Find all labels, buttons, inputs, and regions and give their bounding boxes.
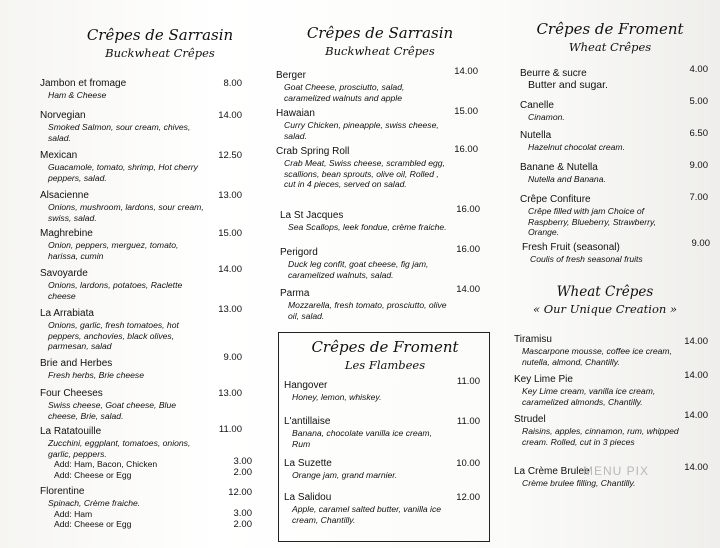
col3-price-4: 7.00 [689, 192, 708, 203]
col3-subtitle2: « Our Unique Creation » [533, 302, 677, 316]
flambee-price-0: 11.00 [456, 376, 480, 387]
col1-item-1: Norvegian Smoked Salmon, sour cream, chives, salad. [40, 110, 191, 143]
col1-price-1: 14.00 [218, 110, 242, 121]
col3-header [510, 20, 710, 54]
col1-addprice-9a: 3.00 [233, 456, 252, 467]
flambees-title: Crêpes de Froment [311, 338, 459, 356]
col2-item-0: Berger Goat Cheese, prosciutto, salad, caramelized walnuts and apple [276, 70, 405, 103]
col3-item-0: Beurre & sucre Butter and sugar. [520, 68, 608, 91]
col1-item-4: Maghrebine Onion, peppers, merguez, tomato, harissa, cumin [40, 228, 179, 261]
col3-item2-0: Tiramisu Mascarpone mousse, coffee ice cream, nutella, almond, Chantilly. [514, 334, 672, 367]
col2-price-0: 14.00 [454, 66, 478, 77]
col1-price-2: 12.50 [218, 150, 242, 161]
col1-price-5: 14.00 [218, 264, 242, 275]
col1-header [60, 26, 260, 60]
col3-price-1: 5.00 [689, 96, 708, 107]
col1-addprice-10a: 3.00 [233, 508, 252, 519]
col3-item2-2: Strudel Raisins, apples, cinnamon, rum, whipped cream. Rolled, cut in 3 pieces [514, 414, 679, 447]
col2-item-5: Parma Mozzarella, fresh tomato, prosciutto, olive oil, salad. [280, 288, 447, 321]
flambee-price-3: 12.00 [456, 492, 480, 503]
col1-addprice-9b: 2.00 [233, 467, 252, 478]
flambee-item-0: Hangover Honey, lemon, whiskey. [284, 380, 382, 402]
col3-item-2: Nutella Hazelnut chocolat cream. [520, 130, 625, 152]
col1-item-10: Florentine Spinach, Crème fraiche. Add: Ham Add: Cheese or Egg [40, 486, 141, 529]
col1-title: Crêpes de Sarrasin [86, 26, 234, 44]
col3-item-1: Canelle Cinamon. [520, 100, 565, 122]
col2-price-2: 16.00 [454, 144, 478, 155]
col1-item-9: La Ratatouille Zucchini, eggplant, tomatoes, onions, garlic, peppers. Add: Ham, Bacon, Chicken Add: Cheese or Egg [40, 426, 191, 480]
col3-title: Crêpes de Froment [536, 20, 684, 38]
flambees-header [290, 338, 480, 372]
col2-item-1: Hawaian Curry Chicken, pineapple, swiss cheese, salad. [276, 108, 439, 141]
flambee-item-3: La Salidou Apple, caramel salted butter, vanilla ice cream, Chantilly. [284, 492, 442, 525]
col2-item-2: Crab Spring Roll Crab Meat, Swiss cheese, scrambled egg, scallions, bean sprouts, olive oil, Rolled , cut in 4 pieces, served on salad. [276, 146, 445, 189]
watermark: MENU PIX [583, 464, 650, 478]
col3-price2-3: 14.00 [684, 462, 708, 473]
col3-price2-2: 14.00 [684, 410, 708, 421]
col1-price-7: 9.00 [223, 352, 242, 363]
col3-price2-0: 14.00 [684, 336, 708, 347]
col3-item-4: Crêpe Confiture Crêpe filled with jam Choice of Raspberry, Blueberry, Strawberry, Orange. [520, 194, 656, 237]
flambee-item-2: La Suzette Orange jam, grand marnier. [284, 458, 398, 480]
col1-item-0: Jambon et fromage Ham & Cheese [40, 78, 127, 100]
col1-item-7: Brie and Herbes Fresh herbs, Brie cheese [40, 358, 145, 380]
flambee-item-1: L'antillaise Banana, chocolate vanilla ice cream, Rum [284, 416, 432, 449]
flambee-price-2: 10.00 [456, 458, 480, 469]
col1-subtitle: Buckwheat Crêpes [105, 46, 215, 60]
col1-item-2: Mexican Guacamole, tomato, shrimp, Hot cherry peppers, salad. [40, 150, 198, 183]
col1-price-9: 11.00 [218, 424, 242, 435]
col1-item-8: Four Cheeses Swiss cheese, Goat cheese, Blue cheese, Brie, salad. [40, 388, 177, 421]
col2-price-4: 16.00 [456, 244, 480, 255]
col2-price-1: 15.00 [454, 106, 478, 117]
col3-item-5: Fresh Fruit (seasonal) Coulis of fresh seasonal fruits [522, 242, 643, 264]
col3-subtitle: Wheat Crêpes [568, 40, 652, 54]
col2-price-5: 14.00 [456, 284, 480, 295]
col3-section2-header [500, 284, 710, 316]
col2-title: Crêpes de Sarrasin [306, 24, 454, 42]
col3-title2: Wheat Crêpes [556, 284, 654, 300]
col1-price-3: 13.00 [218, 190, 242, 201]
col1-price-6: 13.00 [218, 304, 242, 315]
flambee-price-1: 11.00 [456, 416, 480, 427]
col3-price-5: 9.00 [691, 238, 710, 249]
col2-item-4: Perigord Duck leg confit, goat cheese, fig jam, caramelized walnuts, salad. [280, 247, 429, 280]
col3-price-3: 9.00 [689, 160, 708, 171]
col2-item-3: La St Jacques Sea Scallops, leek fondue, crème fraiche. [280, 210, 447, 232]
col3-price-0: 4.00 [689, 64, 708, 75]
col3-price-2: 6.50 [689, 128, 708, 139]
col3-item2-3: La Crème Brulee Crème brulee filling, Chantilly. [514, 466, 636, 488]
col2-price-3: 16.00 [456, 204, 480, 215]
col1-item-6: La Arrabiata Onions, garlic, fresh tomatoes, hot peppers, anchovies, black olives, parmesan, salad [40, 308, 179, 351]
col1-price-8: 13.00 [218, 388, 242, 399]
col1-price-10: 12.00 [228, 487, 252, 498]
col3-price2-1: 14.00 [684, 370, 708, 381]
col1-price-4: 15.00 [218, 228, 242, 239]
flambees-subtitle: Les Flambees [344, 358, 426, 372]
col2-subtitle: Buckwheat Crêpes [325, 44, 435, 58]
col1-item-3: Alsacienne Onions, mushroom, lardons, sour cream, swiss, salad. [40, 190, 204, 223]
col1-price-0: 8.00 [223, 78, 242, 89]
col1-item-5: Savoyarde Onions, lardons, potatoes, Raclette cheese [40, 268, 183, 301]
col1-addprice-10b: 2.00 [233, 519, 252, 530]
col3-item-3: Banane & Nutella Nutella and Banana. [520, 162, 606, 184]
col3-item2-1: Key Lime Pie Key Lime cream, vanilla ice cream, caramelized almonds, Chantilly. [514, 374, 656, 407]
col2-header [280, 24, 480, 58]
